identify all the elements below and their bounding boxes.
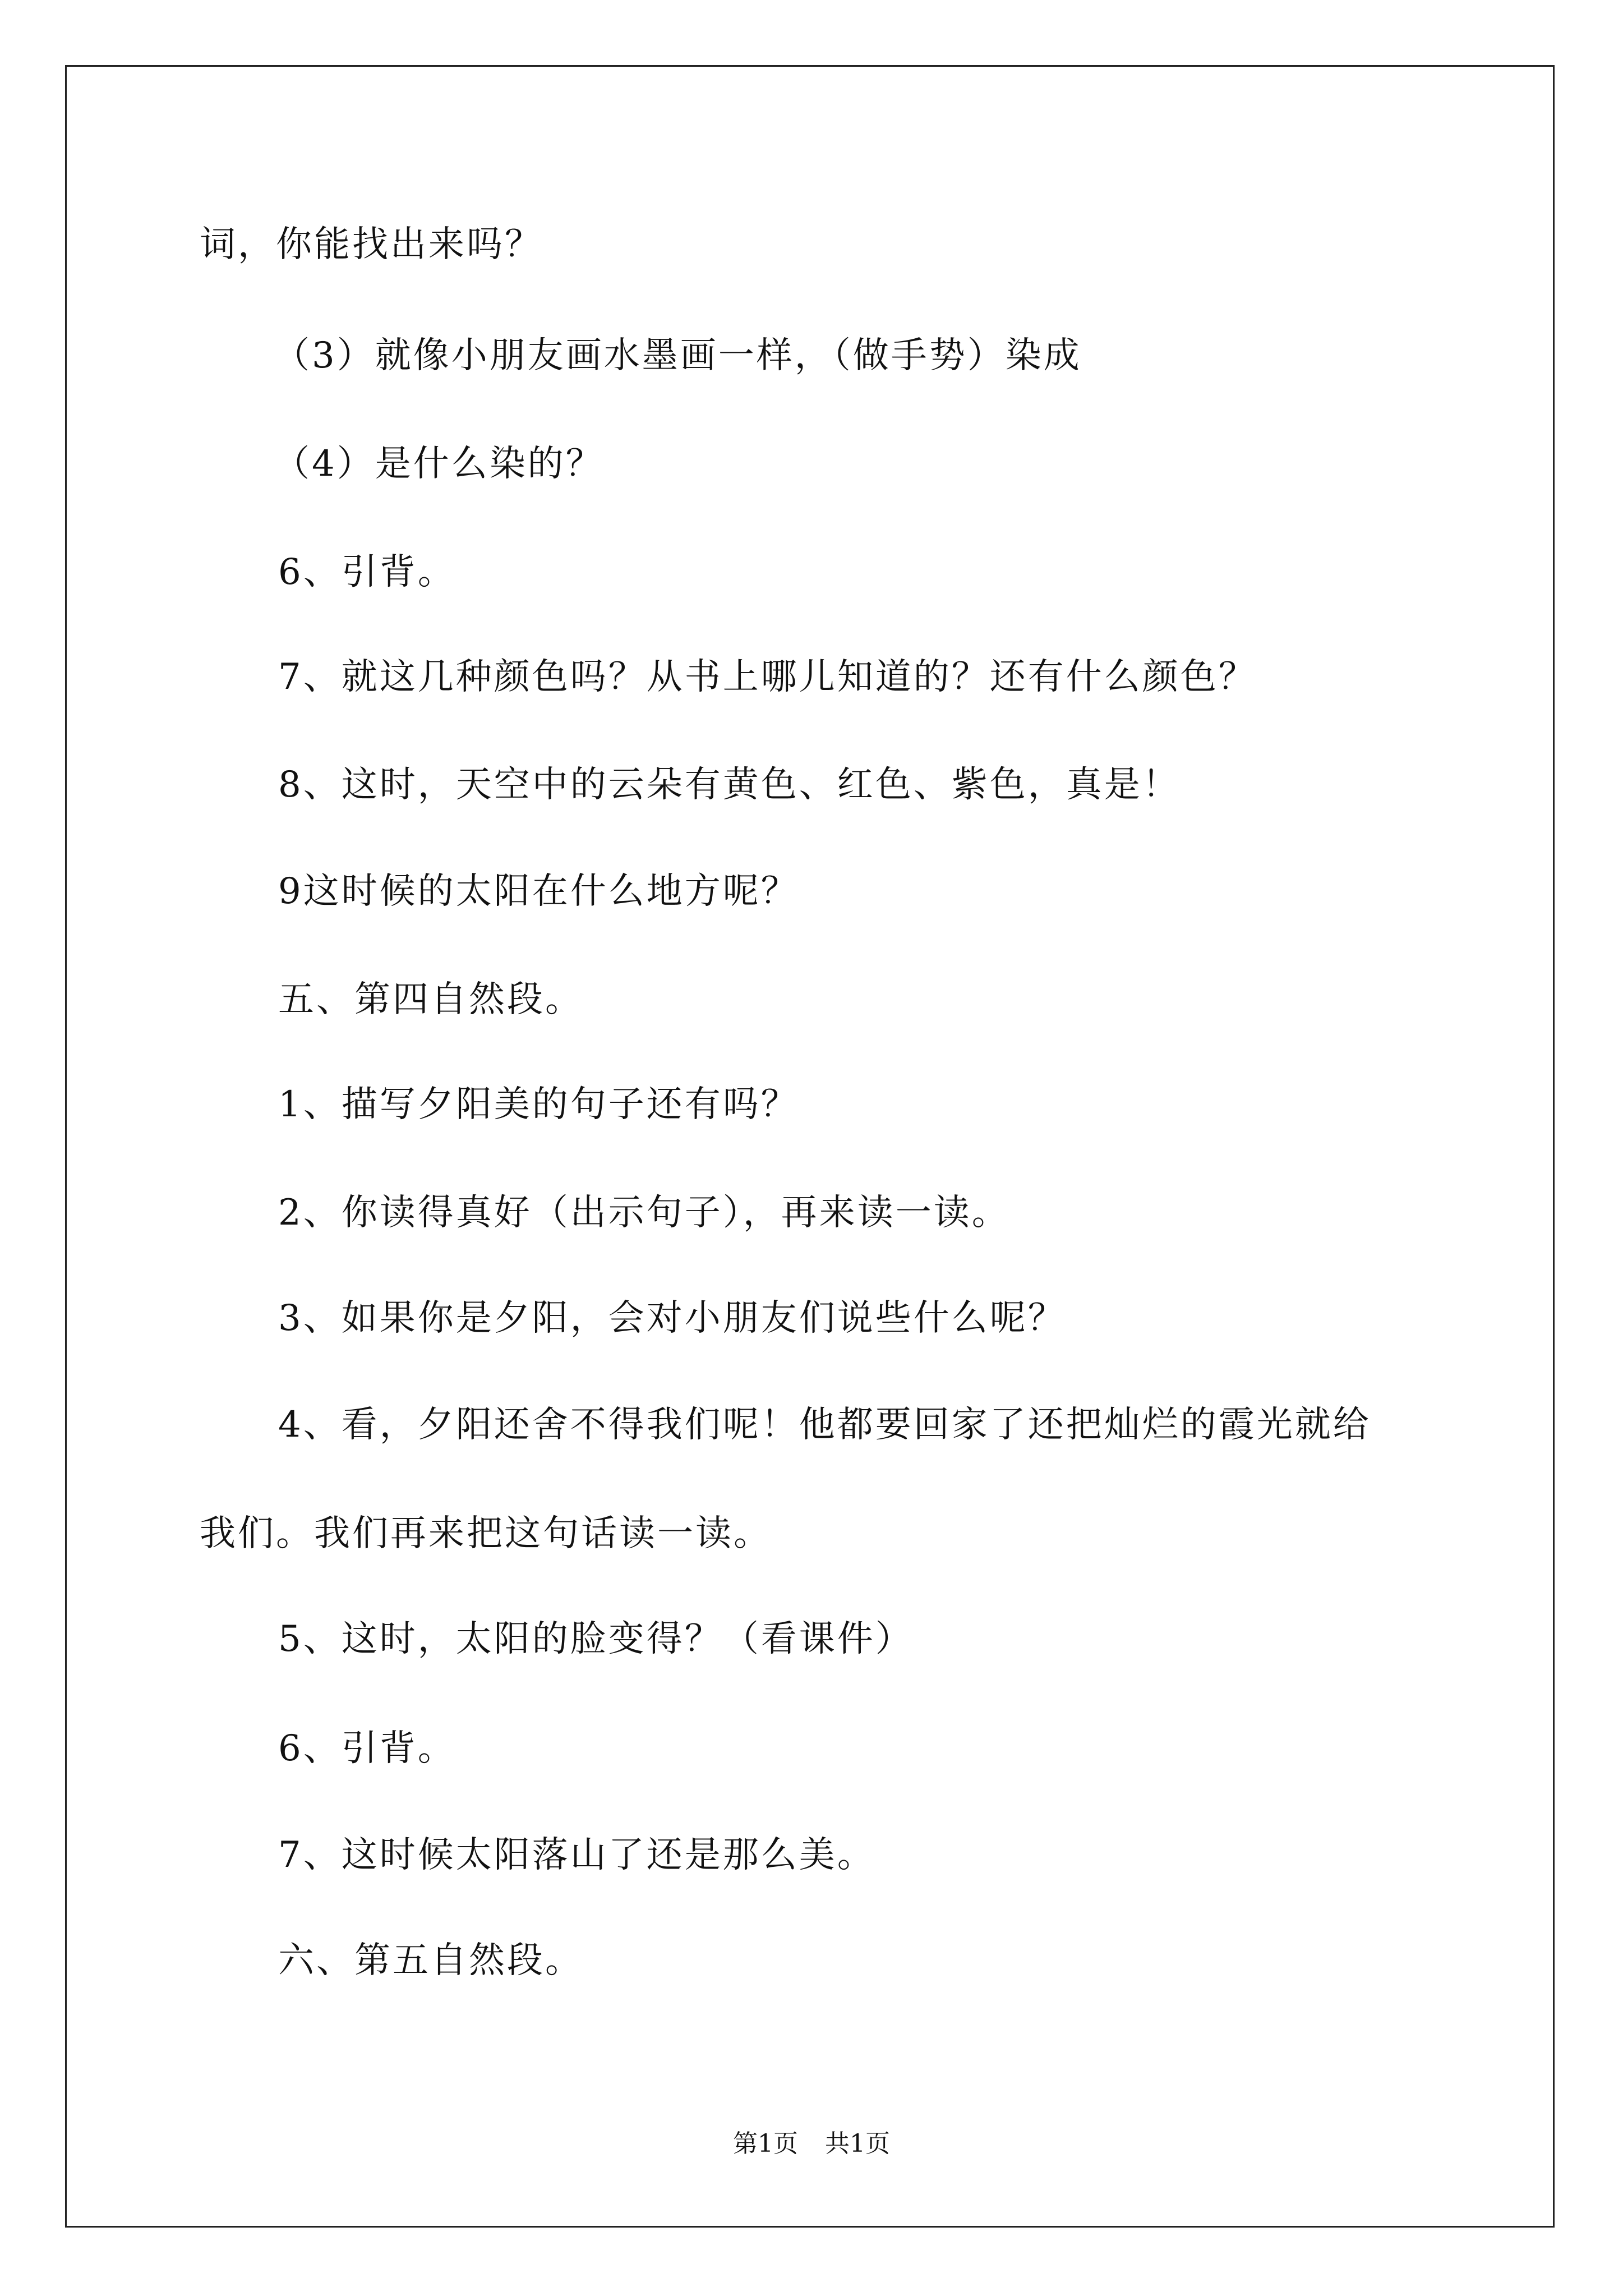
page-footer <box>0 2129 1623 2158</box>
text-line: （3）就像小朋友画水墨画一样，（做手势）染成 <box>274 335 1082 376</box>
section-heading: 六、第五自然段。 <box>278 1940 583 1981</box>
text-line: 6、引背。 <box>278 1728 456 1769</box>
page-border <box>65 65 1555 2228</box>
section-heading: 五、第四自然段。 <box>278 979 583 1020</box>
text-line: 词，你能找出来吗？ <box>200 224 543 265</box>
text-line: 我们。我们再来把这句话读一读。 <box>200 1513 772 1554</box>
text-line: （4）是什么染的？ <box>274 443 604 485</box>
text-line: 9这时候的太阳在什么地方呢？ <box>278 871 799 912</box>
text-line: 4、看，夕阳还舍不得我们呢！他都要回家了还把灿烂的霞光就给 <box>278 1404 1371 1446</box>
text-line: 7、就这几种颜色吗？从书上哪儿知道的？还有什么颜色？ <box>278 656 1257 698</box>
text-line: 7、这时候太阳落山了还是那么美。 <box>278 1834 875 1876</box>
text-line: 5、这时，太阳的脸变得？（看课件） <box>278 1618 914 1660</box>
text-line: 6、引背。 <box>278 551 456 593</box>
text-line: 8、这时，天空中的云朵有黄色、红色、紫色，真是！ <box>278 764 1181 806</box>
page-number: 第1页 <box>733 2129 798 2158</box>
page-total: 共1页 <box>825 2129 890 2158</box>
text-line: 2、你读得真好（出示句子），再来读一读。 <box>278 1192 1010 1234</box>
text-line: 3、如果你是夕阳，会对小朋友们说些什么呢？ <box>278 1297 1066 1339</box>
text-line: 1、描写夕阳美的句子还有吗？ <box>278 1084 799 1125</box>
